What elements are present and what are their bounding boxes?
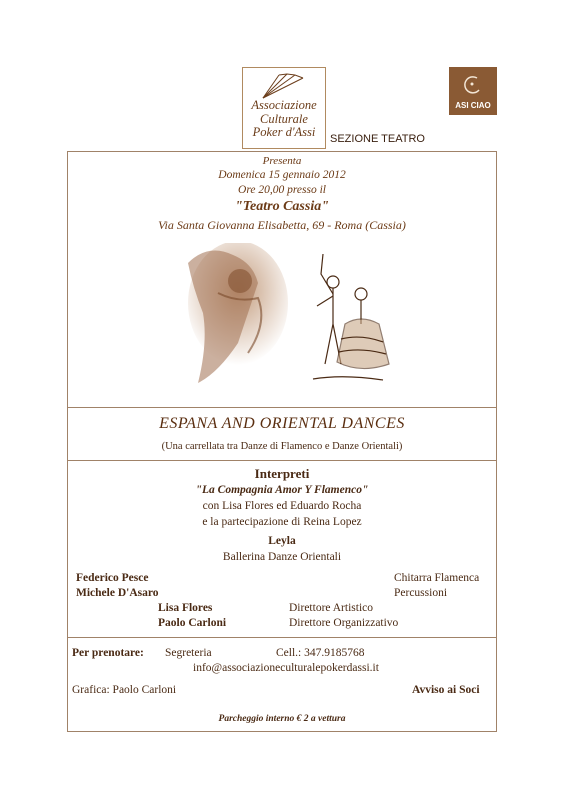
cast-heading: Interpreti	[254, 466, 310, 481]
fan-icon	[257, 72, 311, 100]
asi-mark-icon	[463, 75, 483, 95]
section-label: SEZIONE TEATRO	[330, 133, 425, 145]
logo-line-3: Poker d'Assi	[252, 125, 316, 139]
presenta: Presenta	[262, 155, 302, 167]
divider-2	[68, 460, 496, 461]
booking-phone: Cell.: 347.9185768	[276, 647, 365, 659]
logo-line-1: Associazione	[251, 98, 317, 112]
musician-role: Chitarra Flamenca	[394, 572, 480, 584]
leyla-role: Ballerina Danze Orientali	[222, 551, 342, 563]
divider-1	[68, 407, 496, 408]
musician-name: Federico Pesce	[76, 572, 149, 584]
musician-role: Percussioni	[394, 587, 448, 599]
members-notice: Avviso ai Soci	[412, 684, 480, 696]
asi-logo	[449, 67, 497, 115]
show-subtitle: (Una carrellata tra Danze di Flamenco e Danze Orientali)	[161, 441, 403, 452]
booking-label: Per prenotare:	[72, 647, 144, 659]
director-name: Paolo Carloni	[158, 617, 227, 629]
cast-participation: e la partecipazione di Reina Lopez	[202, 516, 362, 528]
company-name: "La Compagnia Amor Y Flamenco"	[195, 484, 369, 496]
director-name: Lisa Flores	[158, 602, 213, 614]
venue-name: "Teatro Cassia"	[235, 199, 329, 214]
logo-line-2: Culturale	[260, 111, 308, 126]
booking-contact: Segreteria	[165, 647, 212, 659]
belly-dancer-image	[178, 243, 290, 393]
graphics-credit: Grafica: Paolo Carloni	[72, 684, 177, 696]
event-time: Ore 20,00 presso il	[238, 184, 326, 196]
leyla-name: Leyla	[268, 535, 296, 547]
booking-email[interactable]: info@associazioneculturalepokerdassi.it	[193, 662, 379, 674]
event-date: Domenica 15 gennaio 2012	[218, 169, 346, 181]
association-logo	[242, 67, 326, 149]
parking-note: Parcheggio interno € 2 a vettura	[218, 714, 346, 724]
cast-with: con Lisa Flores ed Eduardo Rocha	[202, 500, 362, 512]
flamenco-dancers-image	[293, 244, 393, 389]
director-role: Direttore Organizzativo	[289, 617, 399, 629]
asi-logo-label: ASI CIAO	[455, 101, 491, 110]
show-title: ESPANA AND ORIENTAL DANCES	[159, 415, 405, 432]
venue-address: Via Santa Giovanna Elisabetta, 69 - Roma (Cassia)	[158, 218, 406, 232]
director-role: Direttore Artistico	[289, 602, 373, 614]
divider-3	[68, 637, 496, 638]
musician-name: Michele D'Asaro	[76, 587, 159, 599]
